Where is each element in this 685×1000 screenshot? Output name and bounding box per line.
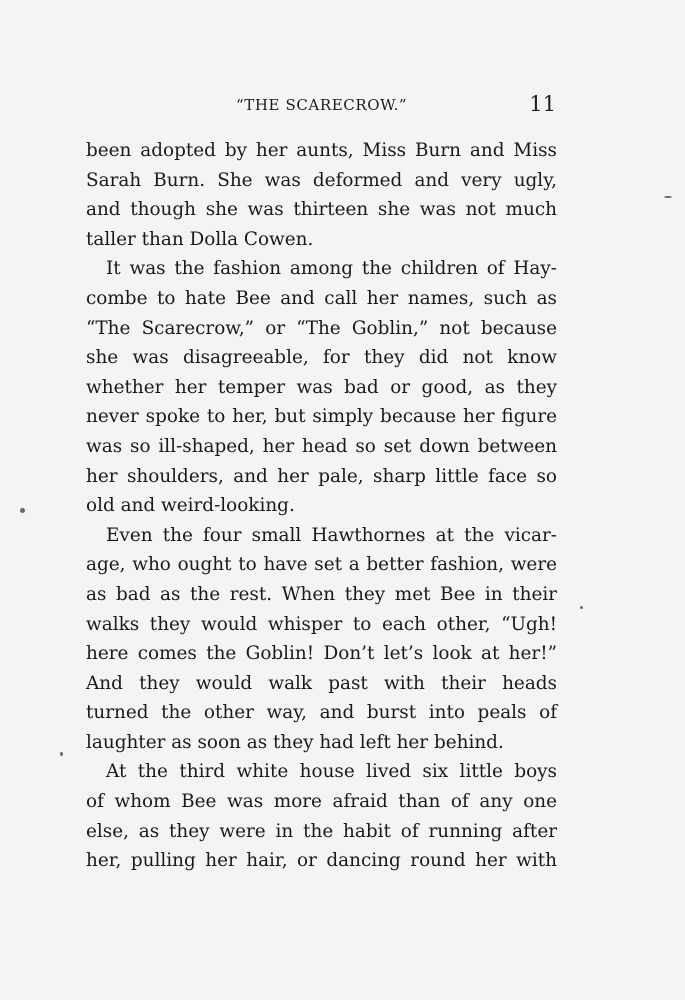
text-line: It was the fashion among the children of Hay- bbox=[106, 258, 557, 280]
text-line: Even the four small Hawthornes at the vicar- bbox=[106, 524, 557, 546]
text-line: her shoulders, and her pale, sharp little face so bbox=[86, 465, 557, 487]
text-line: old and weird-looking. bbox=[86, 495, 295, 517]
text-line: and though she was thirteen she was not much bbox=[86, 199, 557, 221]
text-line: At the third white house lived six little boys bbox=[106, 761, 557, 783]
text-line: walks they would whisper to each other, “Ugh! bbox=[86, 613, 557, 635]
text-line: “The Scarecrow,” or “The Goblin,” not because bbox=[86, 317, 557, 339]
page-number: 11 bbox=[529, 92, 556, 116]
text-line: taller than Dolla Cowen. bbox=[86, 228, 314, 250]
page-header bbox=[86, 92, 556, 122]
text-line: of whom Bee was more afraid than of any one bbox=[86, 791, 557, 813]
text-line: Sarah Burn. She was deformed and very ugly, bbox=[86, 169, 557, 191]
text-line: And they would walk past with their heads bbox=[86, 672, 557, 694]
scan-speck bbox=[60, 752, 63, 756]
paragraph bbox=[86, 254, 557, 520]
text-line: here comes the Goblin! Don’t let’s look at her!” bbox=[86, 643, 557, 665]
paragraph bbox=[86, 521, 557, 758]
text-line: never spoke to her, but simply because her figure bbox=[86, 406, 557, 428]
text-line: she was disagreeable, for they did not know bbox=[86, 347, 557, 369]
scan-speck bbox=[20, 508, 25, 513]
scan-speck bbox=[580, 606, 583, 609]
text-line: whether her temper was bad or good, as they bbox=[86, 376, 557, 398]
running-title: “THE SCARECROW.” bbox=[236, 96, 408, 114]
text-line: age, who ought to have set a better fashion, were bbox=[86, 554, 557, 576]
text-line: else, as they were in the habit of running after bbox=[86, 820, 557, 842]
paragraph bbox=[86, 757, 557, 875]
text-line: her, pulling her hair, or dancing round her with bbox=[86, 850, 557, 872]
text-line: been adopted by her aunts, Miss Burn and Miss bbox=[86, 140, 557, 161]
text-line: was so ill-shaped, her head so set down between bbox=[86, 435, 557, 457]
text-line: as bad as the rest. When they met Bee in their bbox=[86, 583, 557, 605]
text-line: laughter as soon as they had left her behind. bbox=[86, 731, 504, 753]
paragraph bbox=[86, 136, 557, 254]
text-line: turned the other way, and burst into peals of bbox=[86, 702, 557, 724]
scan-speck bbox=[664, 196, 672, 198]
text-line: combe to hate Bee and call her names, such as bbox=[86, 287, 557, 309]
body-text bbox=[86, 136, 557, 876]
